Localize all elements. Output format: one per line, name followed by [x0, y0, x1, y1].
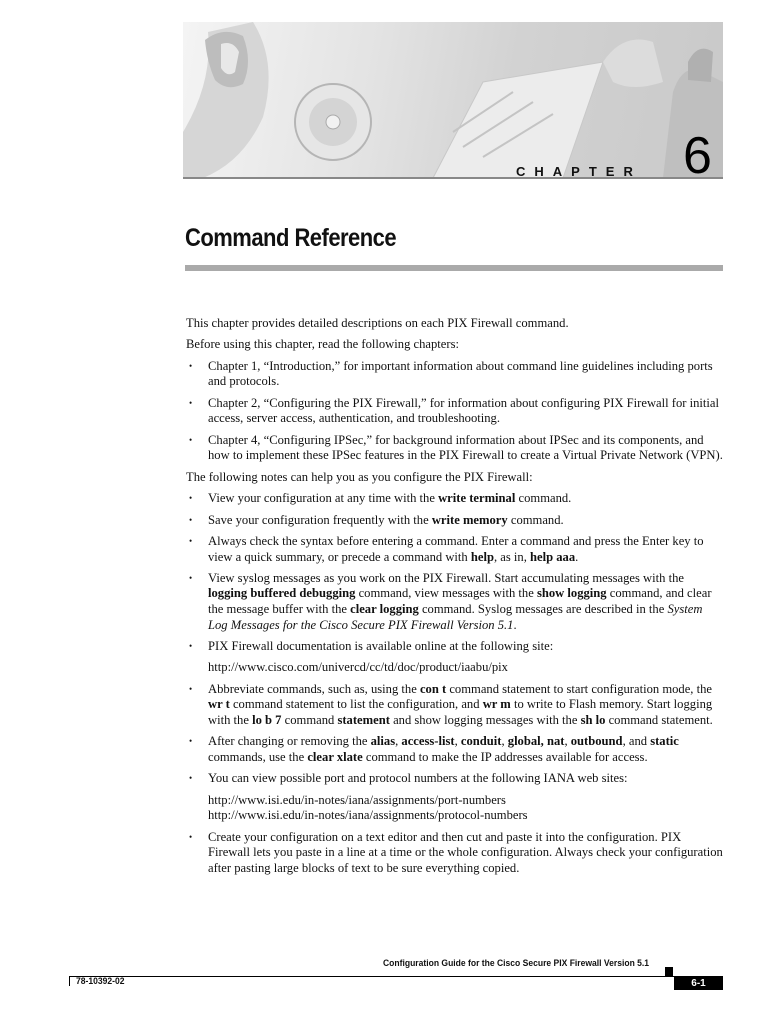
- pix-docs-url[interactable]: http://www.cisco.com/univercd/cc/td/doc/product/iaabu/pix: [208, 660, 508, 675]
- command-keyword: conduit: [460, 734, 502, 749]
- footer-rule: [69, 976, 723, 977]
- command-keyword: logging buffered debugging: [208, 586, 356, 601]
- command-keyword: write terminal: [438, 491, 516, 506]
- page-title: Command Reference: [185, 224, 397, 252]
- note-text: • PIX Firewall documentation is available online at the following site:: [208, 639, 554, 654]
- command-keyword: help: [470, 549, 494, 564]
- list-item: • Create your configuration on a text editor and then cut and paste it into the configuration. PIX Firewall lets you paste in a line at a time or the whole configuration. Always check your configuration after pasting large blocks of text to be sure everything copied.: [186, 830, 724, 877]
- chapter-number: 6: [683, 127, 712, 185]
- list-item: [186, 639, 724, 676]
- command-keyword: clear xlate: [307, 750, 363, 765]
- list-item: • Abbreviate commands, such as, using the con t command statement to start configuration mode, the wr t command statement to list the configuration, and wr m to write to Flash memory. Start logging with the lo b 7 command statement and show logging messages with the sh lo command statement.: [186, 682, 724, 729]
- command-keyword: access-list: [401, 734, 455, 749]
- list-item: [186, 771, 724, 824]
- command-keyword: outbound: [570, 734, 623, 749]
- banner-artwork: [183, 22, 723, 178]
- footer-guide-title: Configuration Guide for the Cisco Secure PIX Firewall Version 5.1: [383, 958, 650, 969]
- iana-url-list: [208, 793, 724, 824]
- command-keyword: sh lo: [580, 713, 606, 728]
- command-keyword: clear logging: [350, 602, 419, 617]
- list-item: • Always check the syntax before entering a command. Enter a command and press the Enter key to view a quick summary, or precede a command with help, as in, help aaa.: [186, 534, 724, 565]
- chapter-banner-illustration: [183, 22, 723, 178]
- command-keyword: wr m: [482, 697, 511, 712]
- list-item: • After changing or removing the alias, access-list, conduit, global, nat, outbound, and static commands, use the clear xlate command to make the IP addresses available for access.: [186, 734, 724, 765]
- prerequisite-chapter-list: [186, 359, 724, 464]
- list-item: • Chapter 1, “Introduction,” for important information about command line guidelines including ports and protocols.: [186, 359, 724, 390]
- title-rule: [185, 265, 723, 271]
- intro-paragraph: Before using this chapter, read the following chapters:: [186, 337, 459, 352]
- list-item: • View your configuration at any time with the write terminal command.: [186, 491, 724, 507]
- list-item: • Chapter 4, “Configuring IPSec,” for background information about IPSec and its components, and how to implement these IPSec features in the PIX Firewall to create a Virtual Private Network (VPN).: [186, 433, 724, 464]
- command-keyword: con t: [419, 681, 447, 696]
- command-keyword: global, nat: [507, 734, 565, 749]
- command-keyword: lo b 7: [252, 713, 282, 728]
- command-keyword: help aaa: [530, 549, 576, 564]
- command-keyword: show logging: [536, 586, 607, 601]
- chapter-label: CHAPTER: [516, 164, 642, 179]
- list-item: • Save your configuration frequently with the write memory command.: [186, 513, 724, 529]
- intro-paragraph: This chapter provides detailed descriptions on each PIX Firewall command.: [186, 316, 569, 330]
- port-numbers-url[interactable]: http://www.isi.edu/in-notes/iana/assignments/port-numbers: [208, 792, 506, 807]
- footer-tick: [69, 976, 70, 986]
- document-reference: System Log Messages for the Cisco Secure PIX Firewall Version 5.1: [208, 602, 703, 632]
- command-keyword: write memory: [431, 512, 508, 527]
- command-keyword: statement: [337, 713, 390, 728]
- command-keyword: static: [650, 734, 679, 749]
- chapter-body: [186, 316, 724, 882]
- protocol-numbers-url[interactable]: http://www.isi.edu/in-notes/iana/assignments/protocol-numbers: [208, 808, 528, 823]
- list-item: • View syslog messages as you work on the PIX Firewall. Start accumulating messages with the logging buffered debugging command, view messages with the show logging command, and clear the message buffer with the clear logging command. Syslog messages are described in the System Log Messages for the Cisco Secure PIX Firewall Version 5.1.: [186, 571, 724, 633]
- command-keyword: wr t: [208, 697, 230, 712]
- banner-rule: [183, 177, 723, 179]
- command-keyword: alias: [370, 734, 396, 749]
- page-number: 6-1: [674, 977, 723, 990]
- list-item: • Chapter 2, “Configuring the PIX Firewall,” for information about configuring PIX Firewall for initial access, server access, authentication, and troubleshooting.: [186, 396, 724, 427]
- doc-number: 78-10392-02: [76, 976, 125, 987]
- notes-intro: The following notes can help you as you configure the PIX Firewall:: [186, 469, 533, 484]
- note-text: • You can view possible port and protocol numbers at the following IANA web sites:: [208, 771, 628, 786]
- configuration-notes-list: [186, 491, 724, 876]
